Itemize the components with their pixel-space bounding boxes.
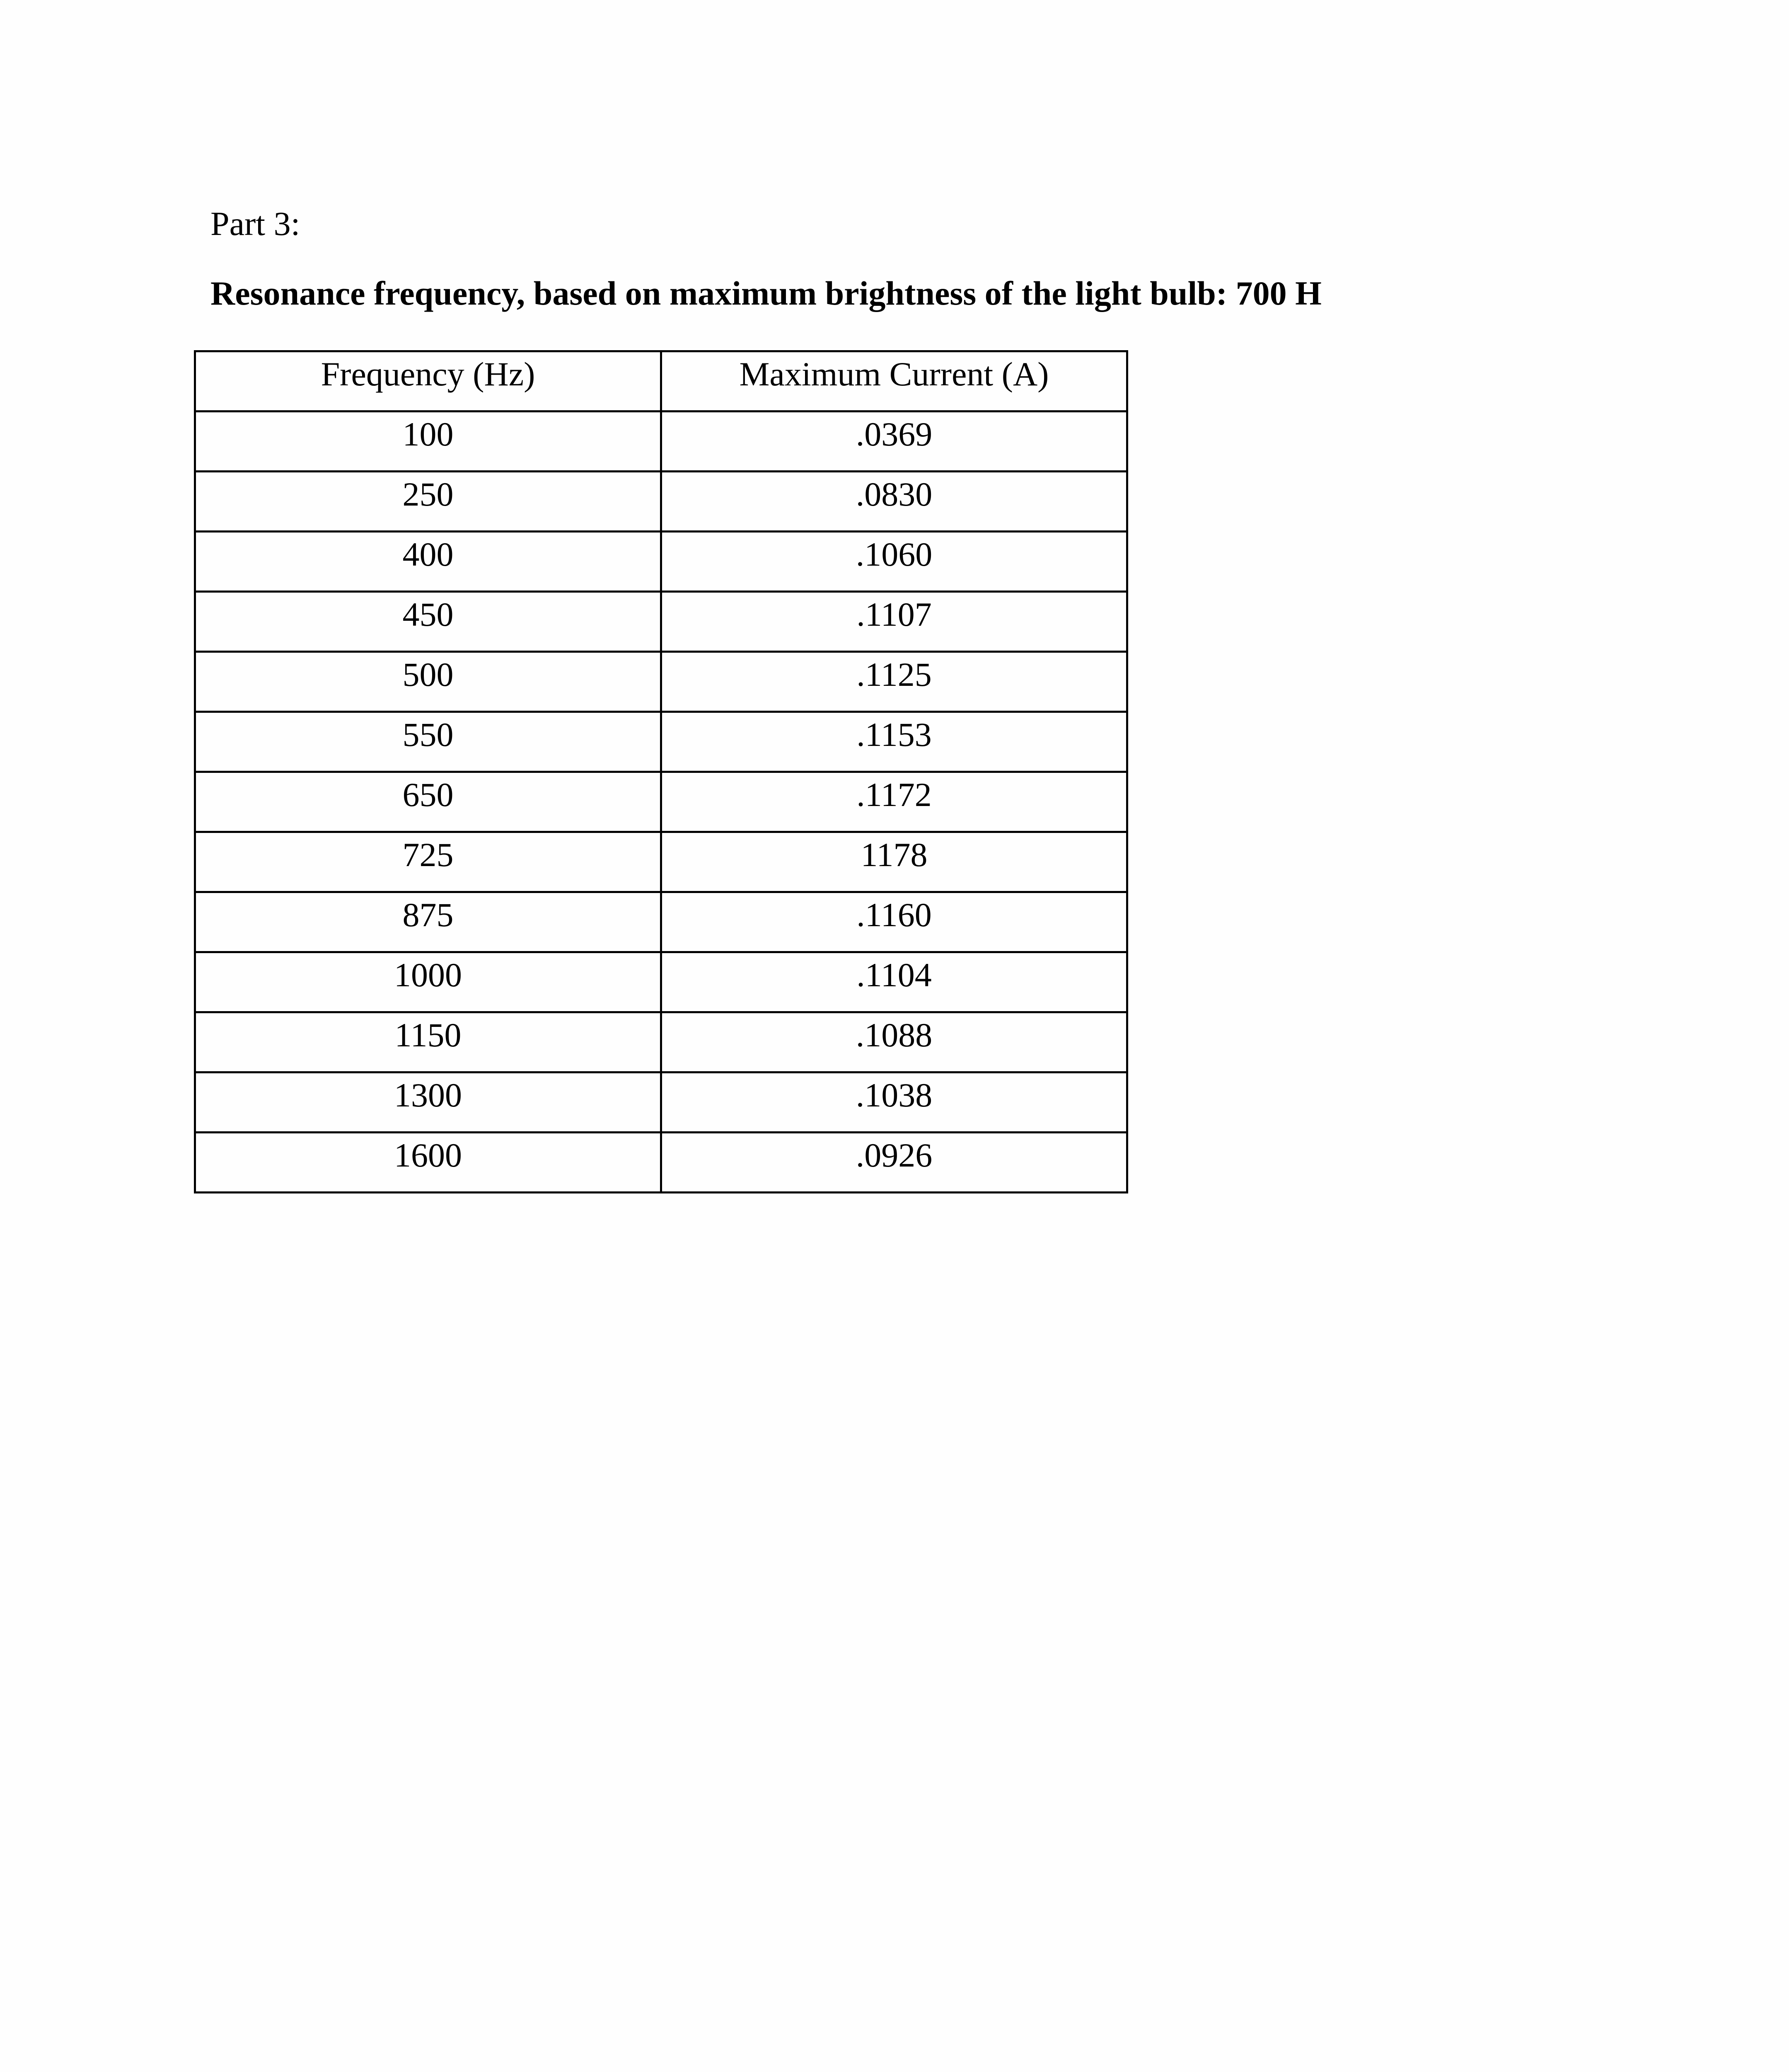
- cell-value: .0369: [856, 415, 933, 453]
- table-row: [195, 532, 1127, 592]
- cell-value: .0830: [856, 475, 933, 513]
- frequency-cell: [195, 1012, 661, 1072]
- frequency-cell: [195, 772, 661, 832]
- frequency-cell: [195, 592, 661, 652]
- cell-value: .0926: [856, 1136, 933, 1174]
- table-row: [195, 1072, 1127, 1133]
- cell-value: 1300: [394, 1076, 462, 1114]
- current-cell: [661, 472, 1127, 532]
- header-label: Maximum Current (A): [739, 355, 1049, 393]
- table-row: [195, 1012, 1127, 1072]
- current-cell: [661, 652, 1127, 712]
- resonance-frequency-heading: Resonance frequency, based on maximum brightness of the light bulb: 700 H: [210, 274, 1322, 312]
- frequency-cell: [195, 712, 661, 772]
- cell-value: .1172: [856, 776, 932, 813]
- frequency-cell: [195, 892, 661, 952]
- header-cell-current: [661, 351, 1127, 411]
- current-cell: [661, 1012, 1127, 1072]
- table-row: [195, 472, 1127, 532]
- cell-value: 450: [402, 595, 454, 633]
- cell-value: 500: [402, 656, 454, 693]
- current-cell: [661, 892, 1127, 952]
- frequency-cell: [195, 472, 661, 532]
- cell-value: .1107: [856, 595, 932, 633]
- cell-value: 400: [402, 535, 454, 573]
- table-row: [195, 832, 1127, 892]
- table-row: [195, 772, 1127, 832]
- table-header-row: [195, 351, 1127, 411]
- frequency-cell: [195, 1133, 661, 1193]
- frequency-cell: [195, 411, 661, 472]
- cell-value: .1104: [856, 956, 932, 994]
- frequency-cell: [195, 1072, 661, 1133]
- cell-value: .1153: [856, 716, 932, 753]
- cell-value: 250: [402, 475, 454, 513]
- current-cell: [661, 592, 1127, 652]
- cell-value: 725: [402, 836, 454, 874]
- cell-value: .1160: [856, 896, 932, 934]
- table-row: [195, 952, 1127, 1012]
- current-cell: [661, 411, 1127, 472]
- cell-value: .1038: [856, 1076, 933, 1114]
- frequency-cell: [195, 952, 661, 1012]
- table-row: [195, 592, 1127, 652]
- cell-value: 1000: [394, 956, 462, 994]
- current-cell: [661, 532, 1127, 592]
- frequency-cell: [195, 532, 661, 592]
- frequency-cell: [195, 832, 661, 892]
- current-cell: [661, 712, 1127, 772]
- current-cell: [661, 832, 1127, 892]
- frequency-cell: [195, 652, 661, 712]
- header-cell-frequency: [195, 351, 661, 411]
- cell-value: 550: [402, 716, 454, 753]
- table-row: [195, 712, 1127, 772]
- cell-value: 1600: [394, 1136, 462, 1174]
- current-cell: [661, 1072, 1127, 1133]
- current-cell: [661, 952, 1127, 1012]
- table-row: [195, 652, 1127, 712]
- cell-value: 1150: [394, 1016, 462, 1054]
- cell-value: 100: [402, 415, 454, 453]
- table-row: [195, 892, 1127, 952]
- cell-value: .1125: [856, 656, 932, 693]
- current-cell: [661, 1133, 1127, 1193]
- frequency-current-table: [194, 350, 1128, 1193]
- header-label: Frequency (Hz): [321, 355, 535, 393]
- cell-value: 875: [402, 896, 454, 934]
- current-cell: [661, 772, 1127, 832]
- cell-value: .1060: [856, 535, 933, 573]
- cell-value: .1088: [856, 1016, 933, 1054]
- cell-value: 650: [402, 776, 454, 813]
- cell-value: 1178: [861, 836, 928, 874]
- table-row: [195, 411, 1127, 472]
- table-row: [195, 1133, 1127, 1193]
- part-label: Part 3:: [210, 205, 300, 242]
